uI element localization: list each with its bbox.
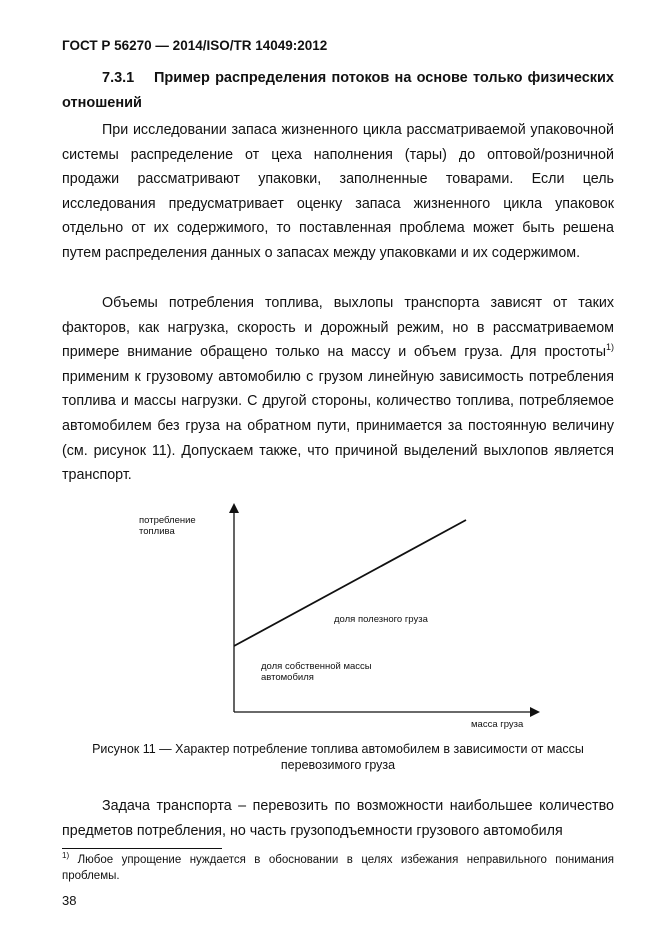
- section-number: 7.3.1: [102, 70, 135, 86]
- footnote-separator: [62, 848, 222, 849]
- vehicle-mass-label-line1: доля собственной массы: [261, 661, 372, 672]
- section-heading: [62, 66, 614, 116]
- y-axis-label-line1: потребление: [139, 515, 196, 526]
- paragraph-2: [62, 291, 614, 488]
- caption-line-1: Рисунок 11 — Характер потребление топлива автомобилем в зависимости от массы: [92, 742, 584, 756]
- footnote-mark: 1): [62, 851, 70, 861]
- fuel-consumption-line: [234, 520, 466, 646]
- figure-caption: [62, 741, 614, 773]
- section-title: Пример распределения потоков на основе только физических отношений: [62, 70, 614, 111]
- y-axis-label: [139, 515, 196, 537]
- y-axis-label-line2: топлива: [139, 526, 175, 537]
- paragraph-2-text-b: применим к грузовому автомобилю с грузом линейную зависимость потребления топлива и массы нагрузки. С другой стороны, количество топлива, потребляемое автомобилем без груза на обратном пути, принимается за постоянную величину (см. рисунок 11). Допускаем также, что причиной выделений выхлопов является транспорт.: [62, 368, 614, 484]
- x-axis-label: масса груза: [471, 719, 524, 730]
- figure-11: [130, 500, 550, 730]
- payload-share-label: доля полезного груза: [334, 614, 428, 625]
- paragraph-3: Задача транспорта – перевозить по возможности наибольшее количество предметов потребления, но часть грузоподъемности грузового автомобиля: [62, 798, 614, 839]
- caption-line-2: перевозимого груза: [280, 758, 396, 772]
- vehicle-mass-share-label: [261, 661, 372, 683]
- page-number: 38: [62, 893, 77, 908]
- document-header: ГОСТ Р 56270 — 2014/ISO/TR 14049:2012: [62, 38, 328, 53]
- paragraph-1: При исследовании запаса жизненного цикла рассматриваемой упаковочной системы распределение от цеха наполнения (тары) до оптовой/розничной продажи рассматривают упаковки, заполненные товарами. Если цель исследования предусматривает оценку запаса жизненного цикла упаковок отдельно от их содержимого, то поставленная проблема может быть решена путем распределения данных о запасах между упаковками и их содержимом.: [62, 122, 614, 261]
- footnote-text: Любое упрощение нуждается в обосновании в целях избежания неправильного понимания проблемы.: [62, 854, 614, 882]
- footnote-reference: 1): [605, 342, 614, 353]
- footnote: [62, 852, 614, 884]
- paragraph-2-text-a: Объемы потребления топлива, выхлопы транспорта зависят от таких факторов, как нагрузка, скорость и дорожный режим, но в рассматриваемом примере внимание обращено только на массу и объем груза. Для простоты: [62, 295, 614, 361]
- vehicle-mass-label-line2: автомобиля: [261, 672, 314, 683]
